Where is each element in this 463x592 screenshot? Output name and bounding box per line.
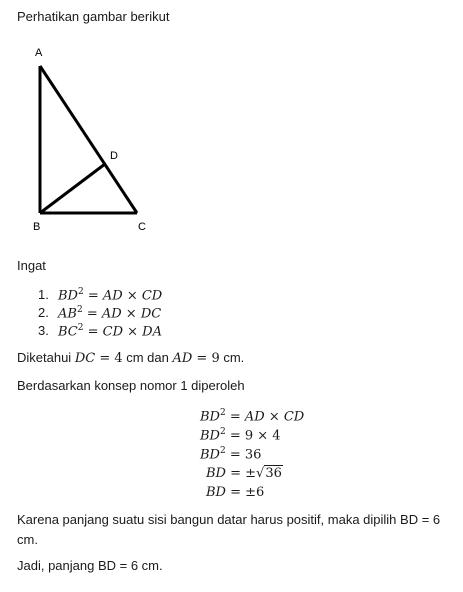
step-rhs: = 9 × 4 bbox=[225, 428, 281, 444]
step-line bbox=[200, 427, 281, 443]
formula-exponent: 2 bbox=[76, 305, 83, 315]
conclusion-text: Karena panjang suatu sisi bangun datar harus positif, maka dipilih BD = 6 cm. bbox=[17, 512, 441, 547]
ingat-label: Ingat bbox=[17, 258, 46, 273]
dc-variable: DC bbox=[74, 351, 96, 366]
known-prefix: Diketahui bbox=[17, 350, 75, 365]
step-lhs: BD bbox=[200, 447, 220, 463]
vertex-label-a: A bbox=[35, 47, 43, 59]
vertex-label-d: D bbox=[110, 150, 118, 162]
formula-lhs: AB bbox=[58, 306, 77, 322]
step-exponent: 2 bbox=[219, 408, 226, 418]
step-lhs: BD bbox=[200, 428, 220, 444]
step-lhs: BD bbox=[206, 466, 226, 481]
intro-text: Perhatikan gambar berikut bbox=[17, 9, 170, 24]
formula-rhs: = CD × DA bbox=[83, 324, 162, 340]
dc-unit: cm dan bbox=[122, 350, 173, 365]
step-line bbox=[200, 446, 261, 462]
list-item bbox=[38, 305, 161, 321]
step-line bbox=[206, 484, 264, 500]
formula-lhs: BD bbox=[58, 288, 78, 304]
step-rhs: = AD × CD bbox=[225, 409, 305, 425]
step-exponent: 2 bbox=[219, 427, 226, 437]
side-ac bbox=[40, 66, 137, 213]
formula-rhs: = AD × DC bbox=[82, 306, 162, 322]
ad-value: = 9 bbox=[192, 351, 220, 366]
step-lhs: BD bbox=[206, 485, 226, 500]
vertex-label-c: C bbox=[138, 221, 146, 233]
step-lhs: BD bbox=[200, 409, 220, 425]
step-line bbox=[206, 465, 283, 481]
list-item bbox=[38, 287, 162, 303]
step-rhs: = ±6 bbox=[225, 485, 265, 500]
final-answer: Jadi, panjang BD = 6 cm. bbox=[17, 558, 163, 573]
radicand: 36 bbox=[265, 466, 282, 481]
list-number: 2. bbox=[38, 305, 49, 321]
formula-exponent: 2 bbox=[77, 323, 84, 333]
list-number: 3. bbox=[38, 323, 49, 339]
list-number: 1. bbox=[38, 287, 49, 303]
step-rhs: = 36 bbox=[225, 447, 262, 463]
concept-text: Berdasarkan konsep nomor 1 diperoleh bbox=[17, 378, 245, 393]
ad-unit: cm. bbox=[219, 350, 245, 365]
list-item bbox=[38, 323, 162, 339]
segment-bd bbox=[40, 164, 105, 213]
sqrt-icon: √ bbox=[256, 466, 265, 481]
step-exponent: 2 bbox=[219, 446, 226, 456]
formula-rhs: = AD × CD bbox=[83, 288, 163, 304]
formula-lhs: BC bbox=[58, 324, 78, 340]
triangle-diagram bbox=[20, 40, 160, 240]
step-line bbox=[200, 408, 304, 424]
dc-value: = 4 bbox=[95, 351, 123, 366]
known-values bbox=[17, 350, 244, 366]
ad-variable: AD bbox=[172, 351, 193, 366]
vertex-label-b: B bbox=[33, 221, 41, 233]
formula-exponent: 2 bbox=[77, 287, 84, 297]
step-rhs: = ± bbox=[225, 466, 257, 481]
